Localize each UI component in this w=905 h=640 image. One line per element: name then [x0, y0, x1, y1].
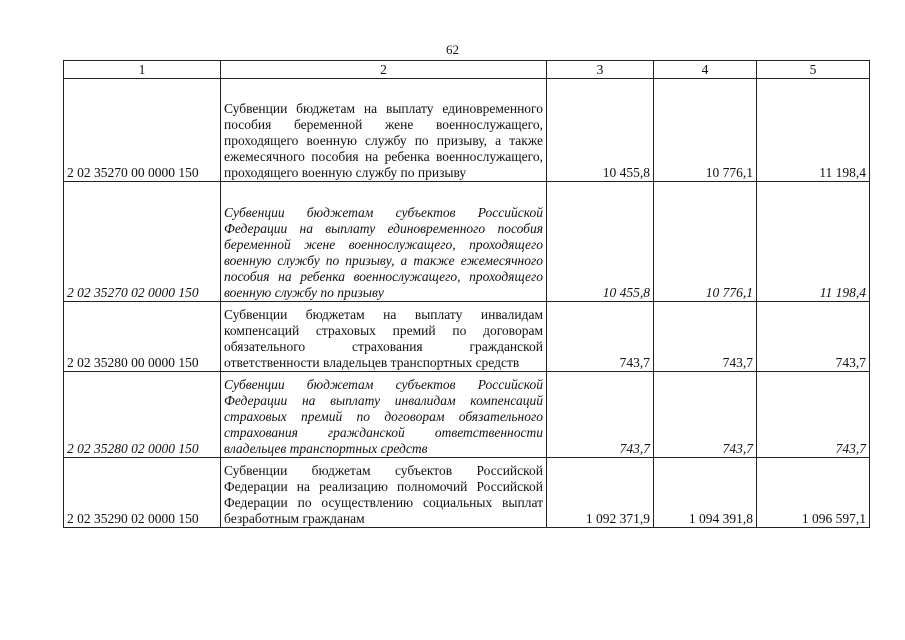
table-row [64, 182, 870, 302]
amount-col4-cell: 743,7 [654, 372, 757, 458]
amount-col4-cell: 1 094 391,8 [654, 458, 757, 528]
amount-col3-cell: 1 092 371,9 [547, 458, 654, 528]
amount-col5-cell: 11 198,4 [757, 79, 870, 182]
page-number: 62 [446, 42, 459, 57]
table-row [64, 372, 870, 458]
column-header-4: 4 [654, 61, 757, 79]
budget-code-cell: 2 02 35290 02 0000 150 [64, 458, 221, 528]
amount-col3-cell: 743,7 [547, 372, 654, 458]
amount-col5-cell: 11 198,4 [757, 182, 870, 302]
description-cell: Субвенции бюджетам субъектов Российской Федерации на выплату единовременного пособия беременной жене военнослужащего, проходящего военную службу по призыву, а также ежемесячного пособия на ребенка военнослужащего, проходящего военную службу по призыву [221, 182, 547, 302]
amount-col3-cell: 743,7 [547, 302, 654, 372]
amount-col5-cell: 743,7 [757, 372, 870, 458]
column-header-1: 1 [64, 61, 221, 79]
amount-col3-cell: 10 455,8 [547, 182, 654, 302]
table-row [64, 458, 870, 528]
description-cell: Субвенции бюджетам субъектов Российской Федерации на выплату инвалидам компенсаций страховых премий по договорам обязательного страхования гражданской ответственности владельцев транспортных средств [221, 372, 547, 458]
budget-code-cell: 2 02 35280 02 0000 150 [64, 372, 221, 458]
budget-code-cell: 2 02 35270 02 0000 150 [64, 182, 221, 302]
amount-col4-cell: 10 776,1 [654, 79, 757, 182]
table-row [64, 302, 870, 372]
budget-code-cell: 2 02 35270 00 0000 150 [64, 79, 221, 182]
amount-col5-cell: 1 096 597,1 [757, 458, 870, 528]
column-header-3: 3 [547, 61, 654, 79]
description-cell: Субвенции бюджетам на выплату инвалидам компенсаций страховых премий по договорам обязательного страхования гражданской ответственности владельцев транспортных средств [221, 302, 547, 372]
table-row [64, 79, 870, 182]
table-header-row [64, 61, 870, 79]
column-header-5: 5 [757, 61, 870, 79]
column-header-2: 2 [221, 61, 547, 79]
amount-col5-cell: 743,7 [757, 302, 870, 372]
description-cell: Субвенции бюджетам субъектов Российской Федерации на реализацию полномочий Российской Федерации по осуществлению социальных выплат безработным гражданам [221, 458, 547, 528]
budget-table [63, 60, 870, 528]
budget-code-cell: 2 02 35280 00 0000 150 [64, 302, 221, 372]
description-cell: Субвенции бюджетам на выплату единовременного пособия беременной жене военнослужащего, проходящего военную службу по призыву, а также ежемесячного пособия на ребенка военнослужащего, проходящего военную службу по призыву [221, 79, 547, 182]
amount-col4-cell: 743,7 [654, 302, 757, 372]
amount-col3-cell: 10 455,8 [547, 79, 654, 182]
amount-col4-cell: 10 776,1 [654, 182, 757, 302]
